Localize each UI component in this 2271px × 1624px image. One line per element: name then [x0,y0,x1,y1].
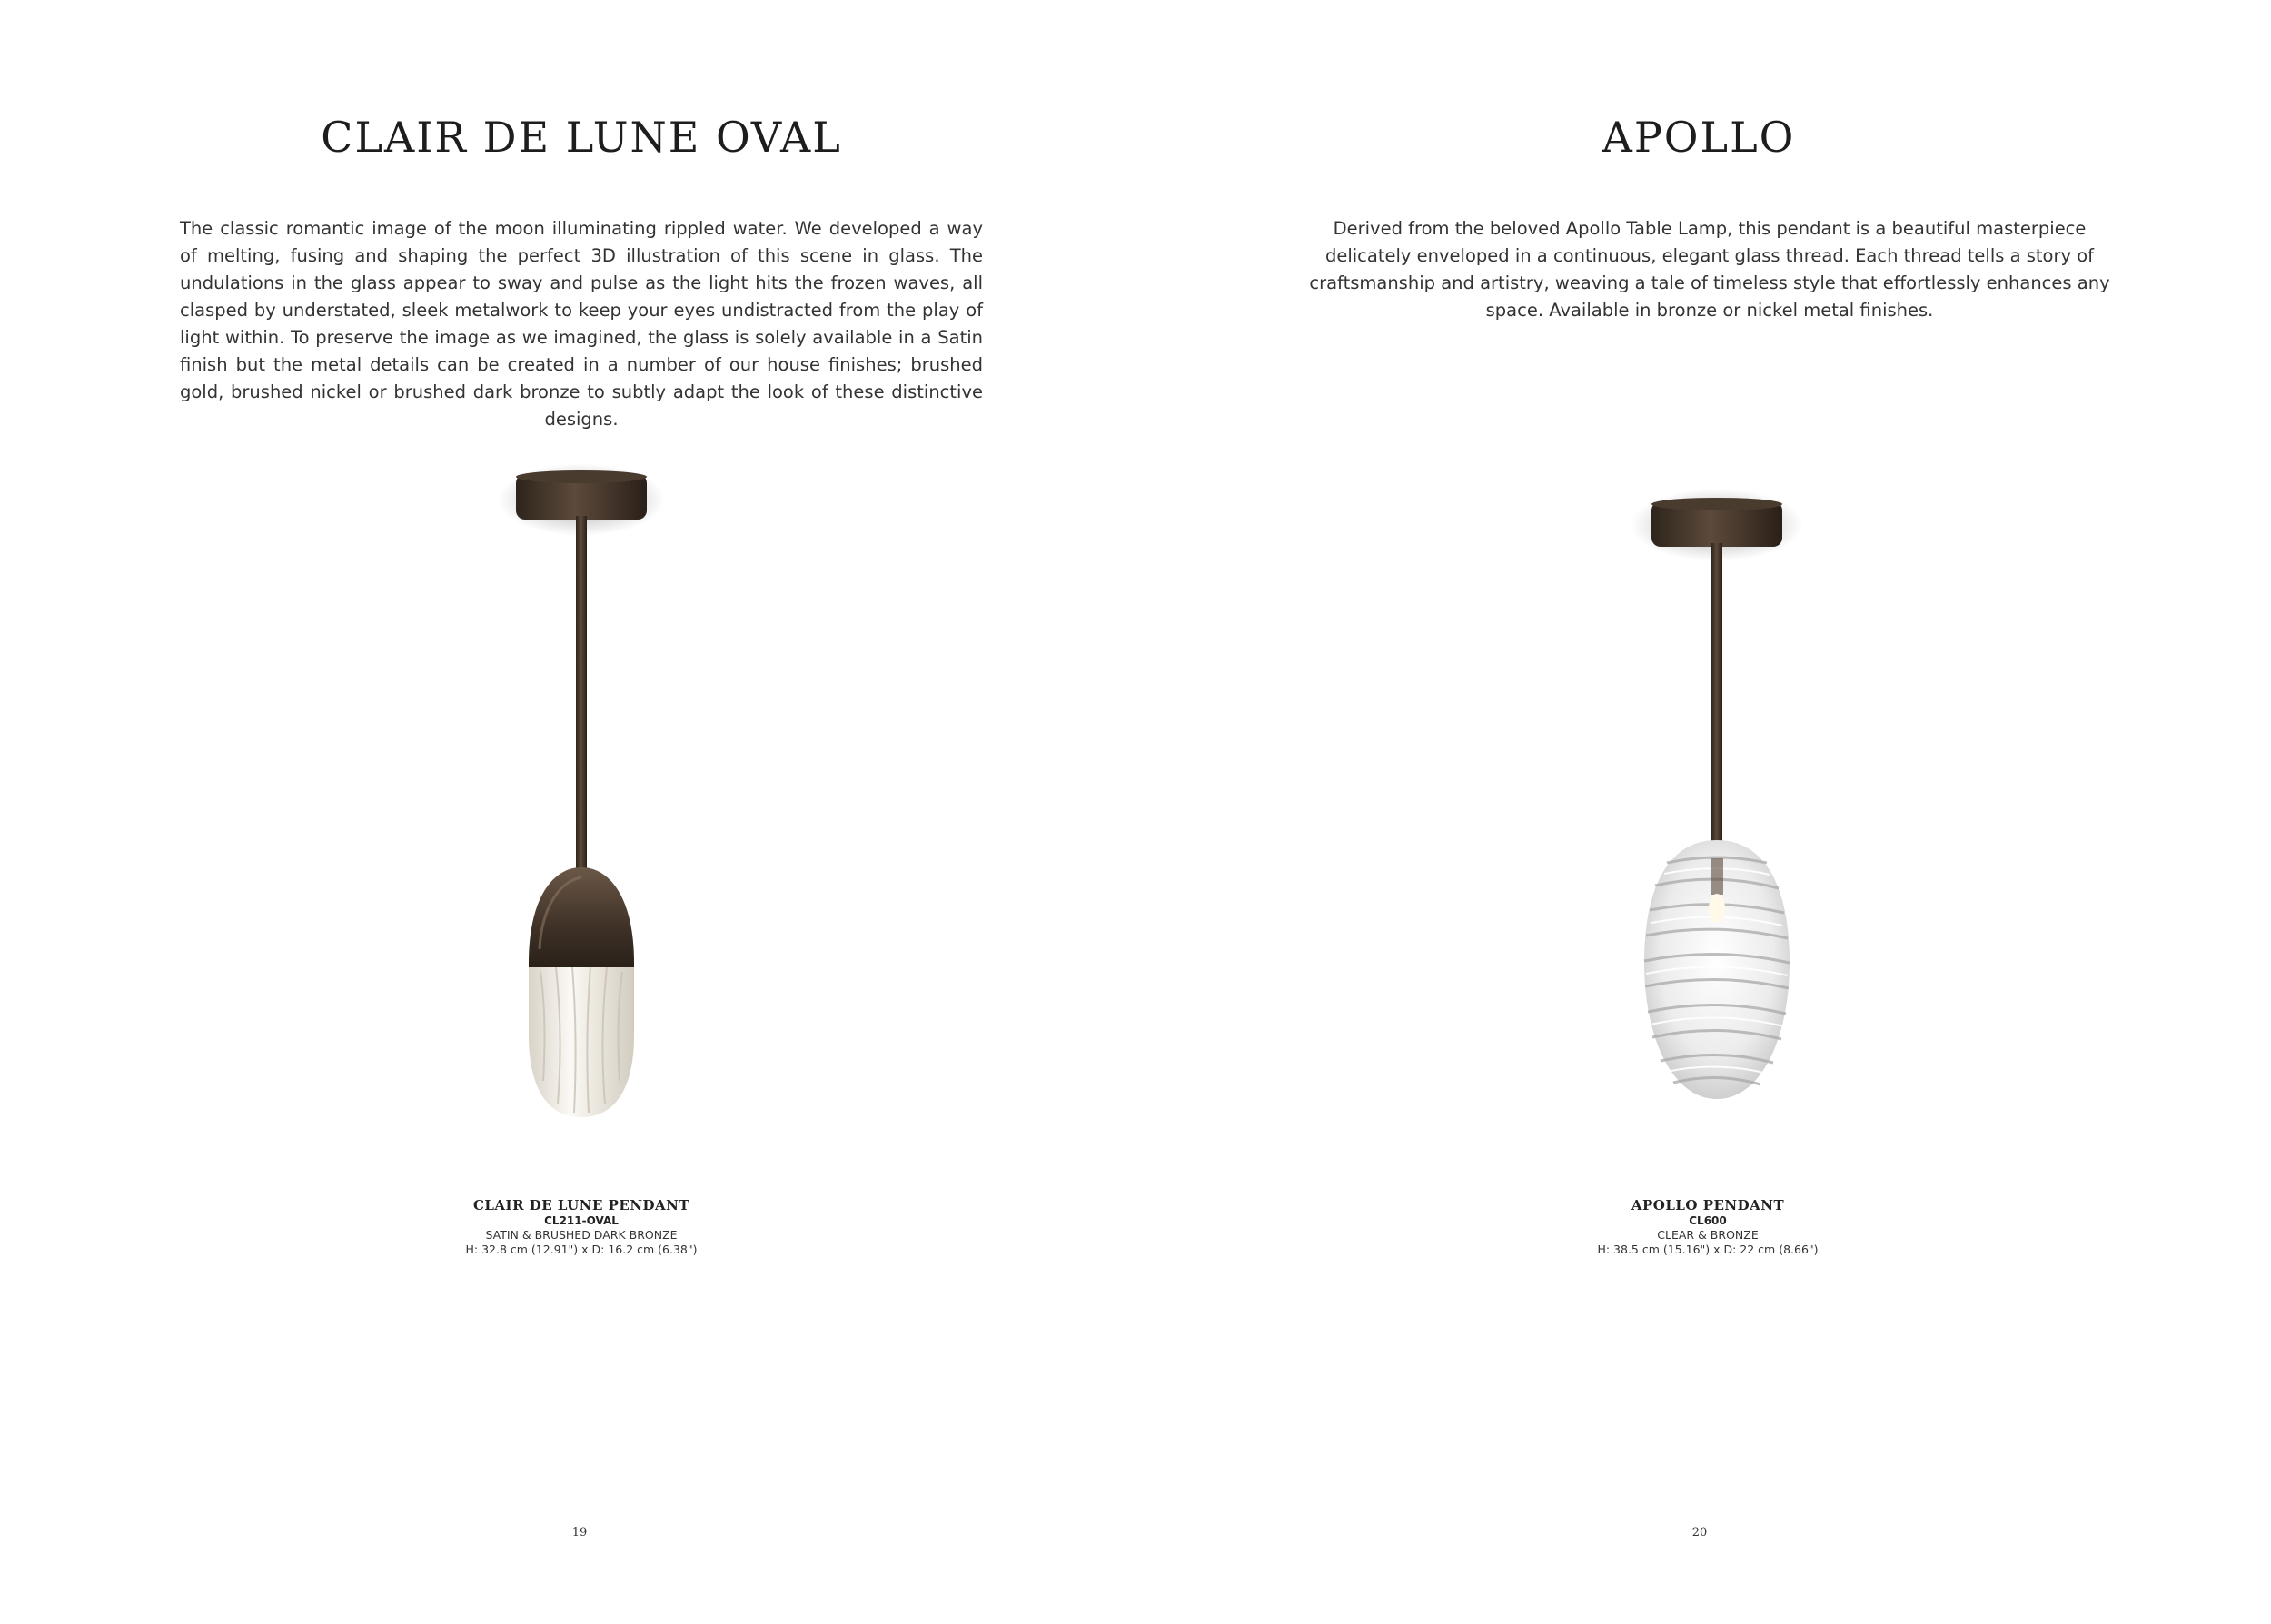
product-name: CLAIR DE LUNE PENDANT [472,1197,690,1213]
page-number: 20 [1691,1526,1708,1540]
product-dimensions: H: 32.8 cm (12.91") x D: 16.2 cm (6.38") [465,1243,698,1256]
product-code: CL600 [1689,1214,1727,1227]
product-caption [354,1197,808,1257]
product-code: CL211-OVAL [544,1214,619,1227]
product-title: APOLLO [1602,113,1796,162]
product-title: CLAIR DE LUNE OVAL [321,113,842,162]
product-description: Derived from the beloved Apollo Table Lamp, this pendant is a beautiful masterpiece delicately enveloped in a continuous, elegant glass thread. Each thread tells a story of craftsmanship and artistry, weaving a tale of timeless style that effortlessly enhances any space. Available in bronze or nickel metal finishes. [1309,218,2110,321]
page-number: 19 [571,1526,588,1540]
product-caption [1481,1197,1935,1257]
right-page [1136,0,2271,1624]
apollo-pendant-image [1581,454,1853,1144]
product-name: APOLLO PENDANT [1631,1197,1785,1213]
product-dimensions: H: 38.5 cm (15.16") x D: 22 cm (8.66") [1597,1243,1819,1256]
product-finish: CLEAR & BRONZE [1657,1228,1759,1242]
product-description: The classic romantic image of the moon illuminating rippled water. We developed a way of melting, fusing and shaping the perfect 3D illustration of this scene in glass. The undulations in the glass appear to sway and pulse as the light hits the frozen waves, all clasped by understated, sleek metalwork to keep your eyes undistracted from the play of light within. To preserve the image as we imagined, the glass is solely available in a Satin finish but the metal details can be created in a number of our house finishes; brushed gold, brushed nickel or brushed dark bronze to subtly adapt the look of these distinctive designs. [180,218,983,430]
product-finish: SATIN & BRUSHED DARK BRONZE [485,1228,678,1242]
clair-de-lune-pendant-image [445,454,718,1163]
